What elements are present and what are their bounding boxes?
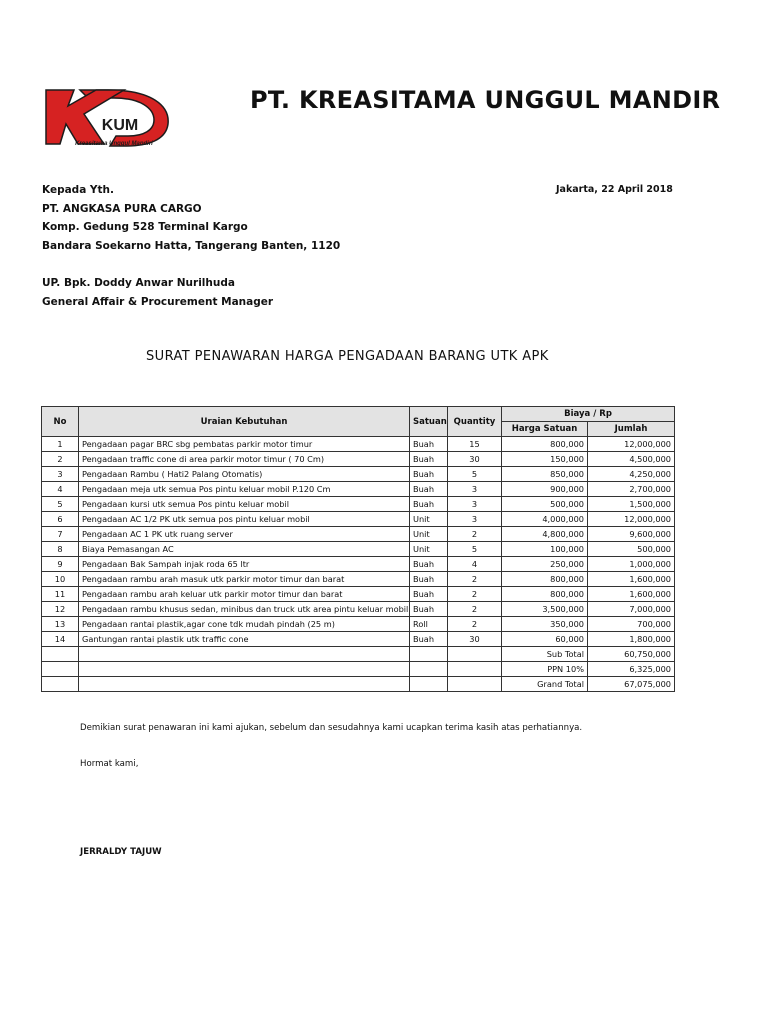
header-uraian: Uraian Kebutuhan: [79, 407, 410, 437]
cell-no: 4: [42, 482, 79, 497]
total-value: 6,325,000: [588, 662, 675, 677]
cell-uraian: Biaya Pemasangan AC: [79, 542, 410, 557]
total-label: Grand Total: [502, 677, 588, 692]
empty-cell: [42, 677, 79, 692]
empty-cell: [448, 677, 502, 692]
table-row: [42, 632, 675, 647]
total-label: PPN 10%: [502, 662, 588, 677]
cell-no: 2: [42, 452, 79, 467]
empty-cell: [79, 677, 410, 692]
empty-cell: [410, 677, 448, 692]
cell-harga-satuan: 150,000: [502, 452, 588, 467]
cell-no: 14: [42, 632, 79, 647]
empty-cell: [410, 662, 448, 677]
cell-harga-satuan: 900,000: [502, 482, 588, 497]
cell-uraian: Gantungan rantai plastik utk traffic cone: [79, 632, 410, 647]
total-value: 67,075,000: [588, 677, 675, 692]
header-quantity: Quantity: [448, 407, 502, 437]
header-jumlah: Jumlah: [588, 422, 675, 437]
cell-quantity: 4: [448, 557, 502, 572]
cell-jumlah: 1,500,000: [588, 497, 675, 512]
cell-no: 8: [42, 542, 79, 557]
cell-satuan: Unit: [410, 542, 448, 557]
items-table: [41, 406, 675, 692]
cell-jumlah: 4,500,000: [588, 452, 675, 467]
cell-satuan: Buah: [410, 632, 448, 647]
items-body: [42, 437, 675, 692]
table-row: [42, 482, 675, 497]
cell-quantity: 2: [448, 527, 502, 542]
cell-quantity: 2: [448, 587, 502, 602]
header-biaya: Biaya / Rp: [502, 407, 675, 422]
table-row: [42, 602, 675, 617]
header-no: No: [42, 407, 79, 437]
cell-jumlah: 700,000: [588, 617, 675, 632]
cell-no: 10: [42, 572, 79, 587]
header-harga-satuan: Harga Satuan: [502, 422, 588, 437]
cell-harga-satuan: 500,000: [502, 497, 588, 512]
closing-paragraph: Demikian surat penawaran ini kami ajukan, sebelum dan sesudahnya kami ucapkan terima kasih atas perhatiannya.: [80, 723, 583, 733]
cell-no: 13: [42, 617, 79, 632]
cell-harga-satuan: 800,000: [502, 437, 588, 452]
cell-uraian: Pengadaan traffic cone di area parkir motor timur ( 70 Cm): [79, 452, 410, 467]
cell-uraian: Pengadaan AC 1/2 PK utk semua pos pintu keluar mobil: [79, 512, 410, 527]
cell-satuan: Buah: [410, 437, 448, 452]
cell-uraian: Pengadaan rambu arah keluar utk parkir motor timur dan barat: [79, 587, 410, 602]
cell-uraian: Pengadaan Bak Sampah injak roda 65 ltr: [79, 557, 410, 572]
table-row: [42, 617, 675, 632]
company-name: PT. KREASITAMA UNGGUL MANDIR: [250, 86, 721, 114]
header-satuan: Satuan: [410, 407, 448, 437]
cell-satuan: Buah: [410, 467, 448, 482]
table-row: [42, 437, 675, 452]
empty-cell: [79, 662, 410, 677]
table-row: [42, 467, 675, 482]
cell-uraian: Pengadaan rambu khusus sedan, minibus dan truck utk area pintu keluar mobil: [79, 602, 410, 617]
total-label: Sub Total: [502, 647, 588, 662]
cell-quantity: 5: [448, 542, 502, 557]
cell-jumlah: 500,000: [588, 542, 675, 557]
table-row: [42, 512, 675, 527]
cell-uraian: Pengadaan pagar BRC sbg pembatas parkir motor timur: [79, 437, 410, 452]
cell-uraian: Pengadaan AC 1 PK utk ruang server: [79, 527, 410, 542]
total-row: [42, 677, 675, 692]
empty-cell: [79, 647, 410, 662]
cell-harga-satuan: 350,000: [502, 617, 588, 632]
cell-uraian: Pengadaan Rambu ( Hati2 Palang Otomatis): [79, 467, 410, 482]
recipient-greeting: Kepada Yth.: [42, 184, 115, 196]
empty-cell: [42, 647, 79, 662]
cell-quantity: 30: [448, 632, 502, 647]
table-row: [42, 557, 675, 572]
cell-quantity: 3: [448, 497, 502, 512]
cell-jumlah: 1,000,000: [588, 557, 675, 572]
cell-harga-satuan: 800,000: [502, 587, 588, 602]
cell-quantity: 2: [448, 602, 502, 617]
logo-subtitle: Kreasitama Unggul Mandiri: [75, 141, 153, 147]
total-row: [42, 662, 675, 677]
empty-cell: [410, 647, 448, 662]
cell-quantity: 5: [448, 467, 502, 482]
cell-uraian: Pengadaan rantai plastik,agar cone tdk mudah pindah (25 m): [79, 617, 410, 632]
cell-satuan: Roll: [410, 617, 448, 632]
company-logo: [44, 84, 172, 150]
empty-cell: [448, 647, 502, 662]
letter-date: Jakarta, 22 April 2018: [556, 184, 673, 195]
cell-no: 3: [42, 467, 79, 482]
document-title: SURAT PENAWARAN HARGA PENGADAAN BARANG UTK APK: [146, 349, 549, 364]
cell-quantity: 30: [448, 452, 502, 467]
cell-quantity: 2: [448, 617, 502, 632]
cell-harga-satuan: 4,800,000: [502, 527, 588, 542]
cell-satuan: Buah: [410, 452, 448, 467]
cell-satuan: Buah: [410, 572, 448, 587]
recipient-address-line1: Komp. Gedung 528 Terminal Kargo: [42, 221, 248, 233]
cell-no: 12: [42, 602, 79, 617]
cell-quantity: 3: [448, 482, 502, 497]
cell-harga-satuan: 60,000: [502, 632, 588, 647]
empty-cell: [448, 662, 502, 677]
cell-quantity: 3: [448, 512, 502, 527]
cell-uraian: Pengadaan kursi utk semua Pos pintu keluar mobil: [79, 497, 410, 512]
cell-satuan: Buah: [410, 482, 448, 497]
cell-no: 5: [42, 497, 79, 512]
table-row: [42, 542, 675, 557]
table-row: [42, 527, 675, 542]
cell-jumlah: 12,000,000: [588, 437, 675, 452]
cell-jumlah: 1,800,000: [588, 632, 675, 647]
cell-jumlah: 1,600,000: [588, 587, 675, 602]
cell-no: 11: [42, 587, 79, 602]
cell-satuan: Unit: [410, 527, 448, 542]
cell-harga-satuan: 850,000: [502, 467, 588, 482]
cell-satuan: Buah: [410, 557, 448, 572]
cell-jumlah: 12,000,000: [588, 512, 675, 527]
table-row: [42, 572, 675, 587]
recipient-address-line2: Bandara Soekarno Hatta, Tangerang Banten, 1120: [42, 240, 341, 252]
cell-satuan: Buah: [410, 587, 448, 602]
total-row: [42, 647, 675, 662]
cell-satuan: Unit: [410, 512, 448, 527]
cell-harga-satuan: 800,000: [502, 572, 588, 587]
signer-name: JERRALDY TAJUW: [80, 847, 162, 857]
cell-uraian: Pengadaan meja utk semua Pos pintu keluar mobil P.120 Cm: [79, 482, 410, 497]
cell-jumlah: 1,600,000: [588, 572, 675, 587]
cell-no: 7: [42, 527, 79, 542]
cell-harga-satuan: 3,500,000: [502, 602, 588, 617]
empty-cell: [42, 662, 79, 677]
cell-no: 9: [42, 557, 79, 572]
cell-jumlah: 2,700,000: [588, 482, 675, 497]
cell-harga-satuan: 100,000: [502, 542, 588, 557]
cell-harga-satuan: 250,000: [502, 557, 588, 572]
cell-quantity: 2: [448, 572, 502, 587]
cell-no: 6: [42, 512, 79, 527]
recipient-position: General Affair & Procurement Manager: [42, 296, 274, 308]
recipient-company: PT. ANGKASA PURA CARGO: [42, 203, 202, 215]
total-value: 60,750,000: [588, 647, 675, 662]
cell-satuan: Buah: [410, 602, 448, 617]
table-row: [42, 587, 675, 602]
cell-harga-satuan: 4,000,000: [502, 512, 588, 527]
cell-uraian: Pengadaan rambu arah masuk utk parkir motor timur dan barat: [79, 572, 410, 587]
table-row: [42, 497, 675, 512]
cell-jumlah: 9,600,000: [588, 527, 675, 542]
logo-text: KUM: [101, 117, 139, 134]
cell-no: 1: [42, 437, 79, 452]
cell-satuan: Buah: [410, 497, 448, 512]
cell-quantity: 15: [448, 437, 502, 452]
cell-jumlah: 7,000,000: [588, 602, 675, 617]
recipient-attention: UP. Bpk. Doddy Anwar Nurilhuda: [42, 277, 235, 289]
cell-jumlah: 4,250,000: [588, 467, 675, 482]
closing-salutation: Hormat kami,: [80, 759, 139, 769]
table-row: [42, 452, 675, 467]
